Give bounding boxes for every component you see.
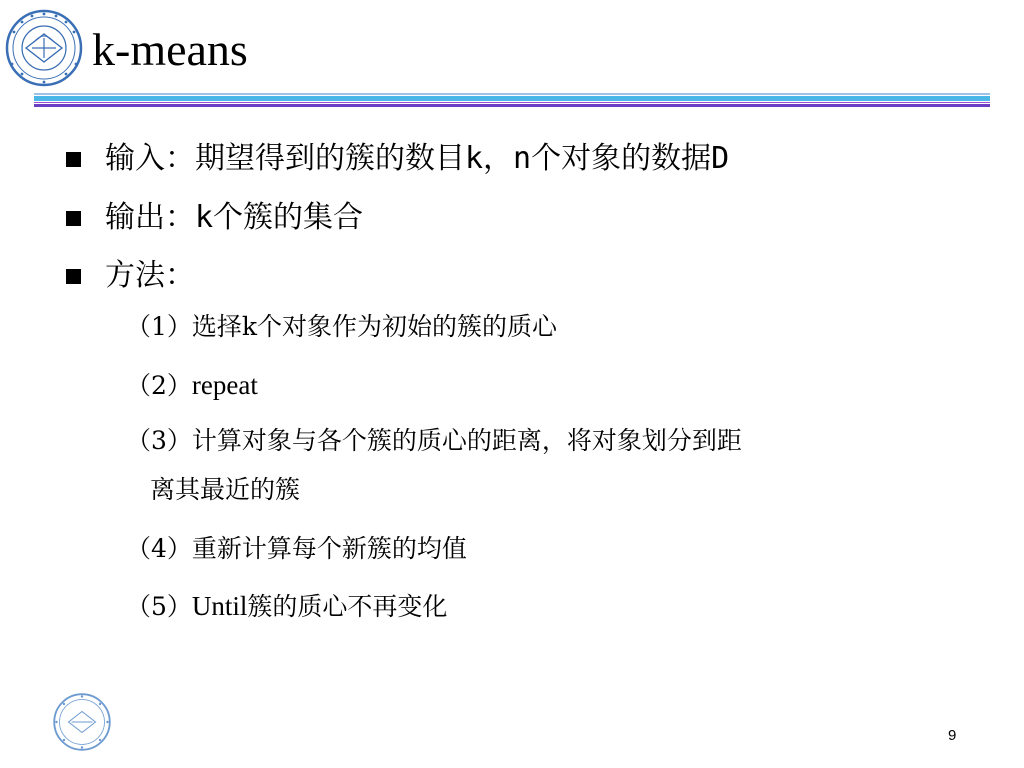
step-prefix: （1） (126, 312, 192, 341)
step-text: 簇的质心不再变化 (247, 592, 448, 621)
university-seal-icon (4, 8, 84, 88)
university-seal-icon (52, 692, 112, 752)
step-item (126, 588, 447, 625)
bullet-item (66, 196, 363, 240)
square-bullet-icon (66, 152, 81, 167)
step-prefix: （4） (126, 534, 192, 563)
step-item (126, 531, 467, 567)
step-item (126, 309, 557, 345)
step-keyword: repeat (191, 370, 258, 400)
divider-band-light (34, 93, 990, 95)
title-divider (34, 93, 990, 108)
bullet-item (66, 137, 729, 181)
divider-band-cyan (34, 96, 990, 101)
divider-band-purple (34, 104, 990, 107)
page-title: k-means (92, 24, 248, 75)
bullet-item (66, 254, 195, 298)
step-prefix: （3） (126, 426, 192, 455)
step-prefix: （2） (126, 371, 192, 400)
step-text: 选择k个对象作为初始的簇的质心 (191, 312, 558, 341)
divider-band-purple-thin (34, 102, 990, 103)
square-bullet-icon (66, 211, 81, 226)
step-prefix: （5） (126, 592, 192, 621)
page-number: 9 (948, 727, 957, 744)
step-keyword: Until (191, 591, 248, 621)
step-item (126, 423, 742, 459)
square-bullet-icon (66, 269, 81, 284)
bullet-text: 输出：k个簇的集合 (105, 200, 364, 235)
step-text: 重新计算每个新簇的均值 (191, 534, 467, 563)
step-continuation: 离其最近的簇 (150, 475, 301, 504)
step-item (126, 367, 258, 404)
bullet-text: 输入：期望得到的簇的数目k，n个对象的数据D (105, 141, 730, 176)
step-text: 计算对象与各个簇的质心的距离，将对象划分到距 (191, 426, 742, 455)
bullet-text: 方法： (105, 258, 195, 293)
